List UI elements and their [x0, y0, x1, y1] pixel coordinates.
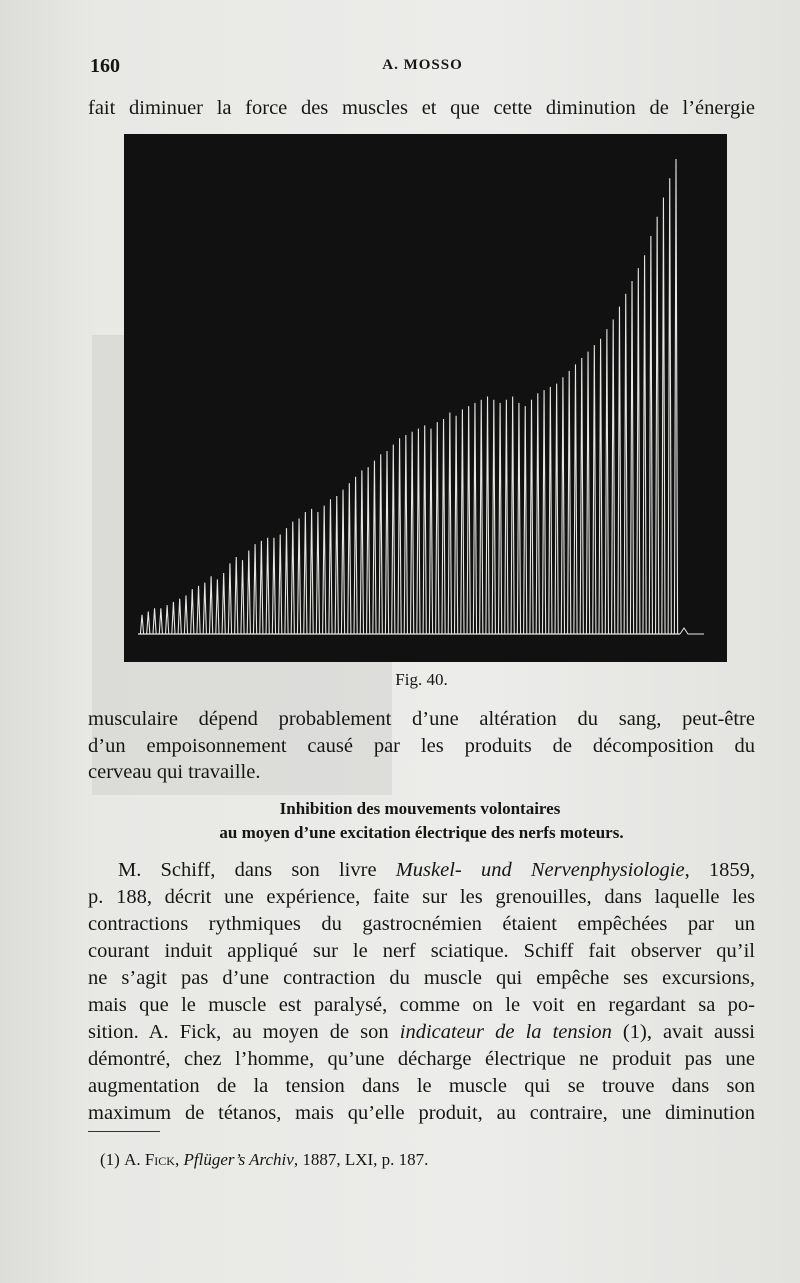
footnote-journal: Pflüger’s Archiv: [183, 1150, 294, 1169]
contraction-stroke: [272, 538, 275, 634]
contraction-stroke: [329, 499, 332, 634]
contraction-stroke: [228, 563, 231, 634]
contraction-stroke: [191, 589, 194, 634]
paragraph-line: augmentation de la tension dans le muscle qui se trouve dans son: [88, 1075, 755, 1097]
contraction-stroke: [630, 281, 633, 634]
contraction-stroke: [354, 477, 357, 634]
contraction-stroke: [304, 512, 307, 634]
contraction-stroke: [373, 461, 376, 634]
paragraph-line: courant induit appliqué sur le nerf sciatique. Schiff fait observer qu’il: [88, 940, 755, 962]
section-heading-line: au moyen d’une excitation électrique des nerfs moteurs.: [219, 823, 624, 842]
ergogram-tail: [680, 628, 704, 634]
contraction-stroke: [549, 387, 552, 634]
contraction-stroke: [279, 535, 282, 634]
contraction-stroke: [203, 583, 206, 634]
contraction-stroke: [524, 406, 527, 634]
contraction-stroke: [360, 470, 363, 634]
contraction-stroke: [486, 397, 489, 635]
contraction-stroke: [147, 612, 150, 634]
contraction-stroke: [605, 329, 608, 634]
contraction-stroke: [492, 400, 495, 634]
contraction-stroke: [235, 557, 238, 634]
contraction-stroke: [448, 413, 451, 634]
contraction-stroke: [323, 506, 326, 634]
contraction-stroke: [455, 416, 458, 634]
contraction-stroke: [674, 159, 677, 634]
contraction-stroke: [530, 400, 533, 634]
text-span: ,: [174, 1150, 184, 1169]
contraction-stroke: [140, 615, 143, 634]
contraction-stroke: [398, 438, 401, 634]
paragraph-line: maximum de tétanos, mais qu’elle produit, au contraire, une diminution: [88, 1102, 755, 1124]
text-line: cerveau qui travaille.: [88, 761, 261, 783]
contraction-stroke: [662, 198, 665, 634]
contraction-stroke: [404, 435, 407, 634]
paragraph-line: ne s’agit pas d’une contraction du muscle qui empêche ses excursions,: [88, 967, 755, 989]
contraction-stroke: [423, 425, 426, 634]
contraction-stroke: [291, 522, 294, 634]
text-span: sition. A. Fick, au moyen de son: [88, 1021, 400, 1043]
text-span: M. Schiff, dans son livre: [118, 859, 396, 881]
contraction-stroke: [153, 608, 156, 634]
contraction-stroke: [542, 390, 545, 634]
contraction-stroke: [574, 364, 577, 634]
contraction-stroke: [285, 528, 288, 634]
contraction-stroke: [417, 429, 420, 634]
paragraph-line: [118, 858, 755, 882]
contraction-stroke: [599, 339, 602, 634]
contraction-stroke: [568, 371, 571, 634]
footnote: [100, 1150, 428, 1170]
instrument-name: indicateur de la tension: [399, 1021, 612, 1043]
book-title: Muskel- und Nervenphysiologie: [395, 859, 685, 881]
contraction-stroke: [253, 544, 256, 634]
contraction-stroke: [178, 599, 181, 634]
paragraph-line: p. 188, décrit une expérience, faite sur les grenouilles, dans laquelle les: [88, 886, 755, 908]
footnote-marker: (1): [100, 1150, 125, 1169]
figure-caption: Fig. 40.: [395, 670, 448, 689]
contraction-stroke: [159, 608, 162, 634]
contraction-stroke: [222, 573, 225, 634]
running-head: A. MOSSO: [382, 57, 463, 73]
contraction-stroke: [649, 236, 652, 634]
contraction-stroke: [656, 217, 659, 634]
contraction-stroke: [593, 345, 596, 634]
contraction-stroke: [505, 400, 508, 634]
contraction-stroke: [580, 358, 583, 634]
figure-ergogram: [124, 134, 727, 662]
contraction-stroke: [260, 541, 263, 634]
paragraph-line: démontré, chez l’homme, qu’une décharge électrique ne produit pas une: [88, 1048, 755, 1070]
text-line-top: fait diminuer la force des muscles et que cette diminution de l’énergie: [88, 97, 755, 119]
contraction-stroke: [367, 467, 370, 634]
contraction-stroke: [310, 509, 313, 634]
contraction-stroke: [392, 445, 395, 634]
contraction-stroke: [197, 586, 200, 634]
contraction-stroke: [241, 560, 244, 634]
contraction-stroke: [348, 483, 351, 634]
contraction-stroke: [266, 538, 269, 634]
contraction-stroke: [385, 451, 388, 634]
paragraph-line: contractions rythmiques du gastrocnémien étaient empêchées par un: [88, 913, 755, 935]
page-header: [90, 55, 755, 81]
contraction-stroke: [316, 512, 319, 634]
paragraph-line: mais que le muscle est paralysé, comme on le voit en regardant sa po-: [88, 994, 755, 1016]
contraction-stroke: [436, 422, 439, 634]
ergogram-chart: [124, 134, 727, 662]
contraction-stroke: [561, 377, 564, 634]
contraction-stroke: [637, 268, 640, 634]
section-heading-line: Inhibition des mouvements volontaires: [279, 799, 561, 818]
contraction-stroke: [643, 255, 646, 634]
contraction-stroke: [210, 576, 213, 634]
contraction-stroke: [411, 432, 414, 634]
contraction-stroke: [442, 419, 445, 634]
contraction-stroke: [172, 602, 175, 634]
contraction-stroke: [498, 403, 501, 634]
contraction-stroke: [555, 384, 558, 634]
contraction-stroke: [517, 403, 520, 634]
contraction-stroke: [216, 579, 219, 634]
contraction-stroke: [379, 454, 382, 634]
paragraph-line: [88, 1020, 755, 1044]
contraction-stroke: [480, 400, 483, 634]
contraction-stroke: [429, 429, 432, 634]
contraction-stroke: [612, 319, 615, 634]
contraction-stroke: [586, 352, 589, 634]
footnote-author: A. Fick: [124, 1150, 175, 1169]
text-span: (1), avait aussi: [611, 1021, 755, 1043]
contraction-stroke: [536, 393, 539, 634]
contraction-stroke: [297, 518, 300, 634]
contraction-stroke: [461, 409, 464, 634]
contraction-stroke: [166, 605, 169, 634]
contraction-stroke: [511, 397, 514, 635]
contraction-stroke: [467, 406, 470, 634]
text-line: d’un empoisonnement causé par les produits de décomposition du: [88, 735, 755, 757]
text-line: musculaire dépend probablement d’une altération du sang, peut-être: [88, 708, 755, 730]
page-number: 160: [90, 55, 120, 77]
footnote-rule: [88, 1131, 160, 1132]
contraction-stroke: [618, 307, 621, 634]
contraction-stroke: [668, 178, 671, 634]
contraction-stroke: [473, 403, 476, 634]
contraction-stroke: [341, 490, 344, 634]
contraction-stroke: [624, 294, 627, 634]
text-span: , 1859,: [684, 859, 756, 881]
contraction-stroke: [247, 551, 250, 634]
contraction-stroke: [184, 595, 187, 634]
contraction-stroke: [335, 496, 338, 634]
text-span: , 1887, LXI, p. 187.: [293, 1150, 429, 1169]
